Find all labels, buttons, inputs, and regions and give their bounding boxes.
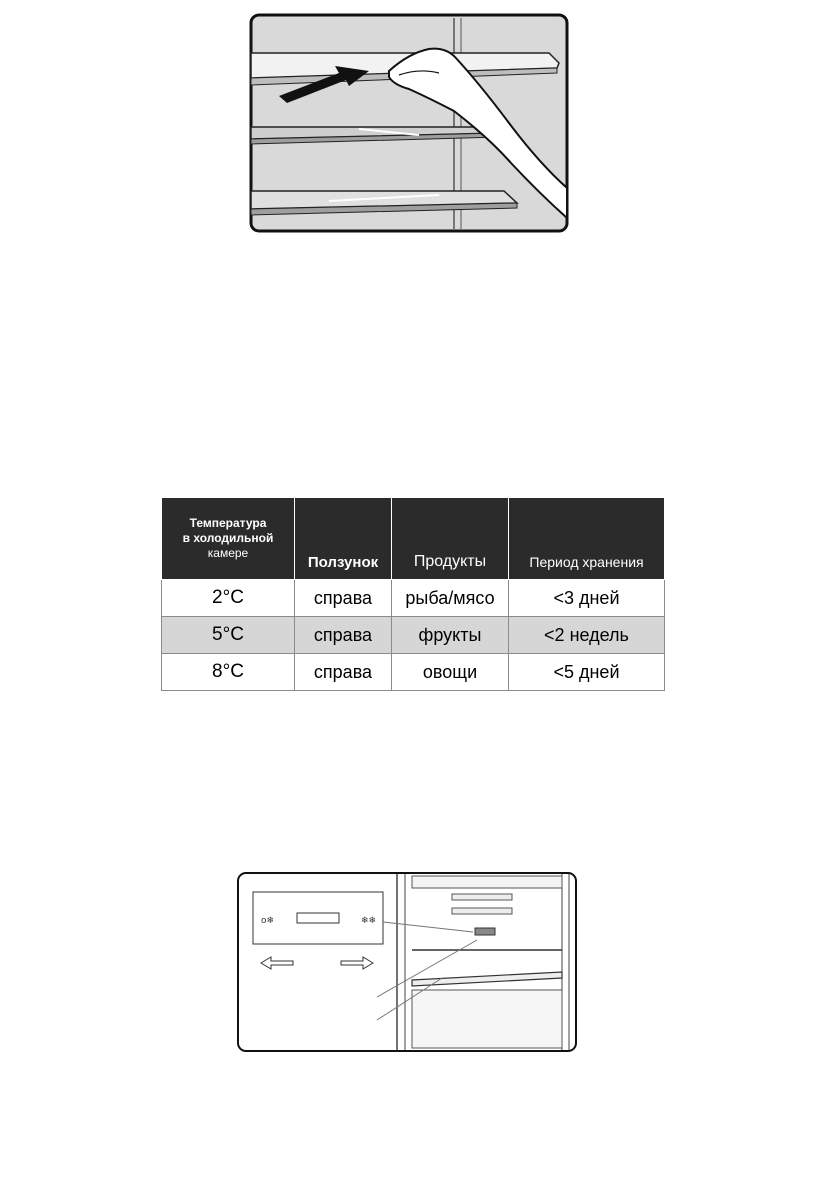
cell-slider: справа: [295, 617, 392, 654]
cell-period: <5 дней: [509, 654, 665, 691]
temperature-slider-illustration: [237, 872, 577, 1052]
table-row: [162, 580, 665, 617]
table-row: [162, 654, 665, 691]
cell-temperature: 2°C: [162, 580, 295, 617]
table-header-row: [162, 498, 665, 580]
cell-period: <2 недель: [509, 617, 665, 654]
temperature-table: [161, 497, 665, 691]
cell-products: рыба/мясо: [392, 580, 509, 617]
header-temperature: [162, 498, 295, 580]
header-temperature-line1: Температура: [189, 516, 267, 530]
cell-slider: справа: [295, 580, 392, 617]
header-products: Продукты: [392, 498, 509, 580]
header-temperature-line2: в холодильной: [182, 531, 274, 545]
cell-temperature: 5°C: [162, 617, 295, 654]
cell-period: <3 дней: [509, 580, 665, 617]
cell-products: фрукты: [392, 617, 509, 654]
svg-text:❄❄: ❄❄: [361, 916, 377, 926]
cell-temperature: 8°C: [162, 654, 295, 691]
cell-products: овощи: [392, 654, 509, 691]
header-period: Период хранения: [509, 498, 665, 580]
cell-slider: справа: [295, 654, 392, 691]
svg-text:o❄: o❄: [261, 916, 275, 926]
table-row: [162, 617, 665, 654]
header-slider: Ползунок: [295, 498, 392, 580]
shelf-insertion-illustration: [249, 13, 569, 233]
header-temperature-line3: камере: [207, 546, 249, 560]
